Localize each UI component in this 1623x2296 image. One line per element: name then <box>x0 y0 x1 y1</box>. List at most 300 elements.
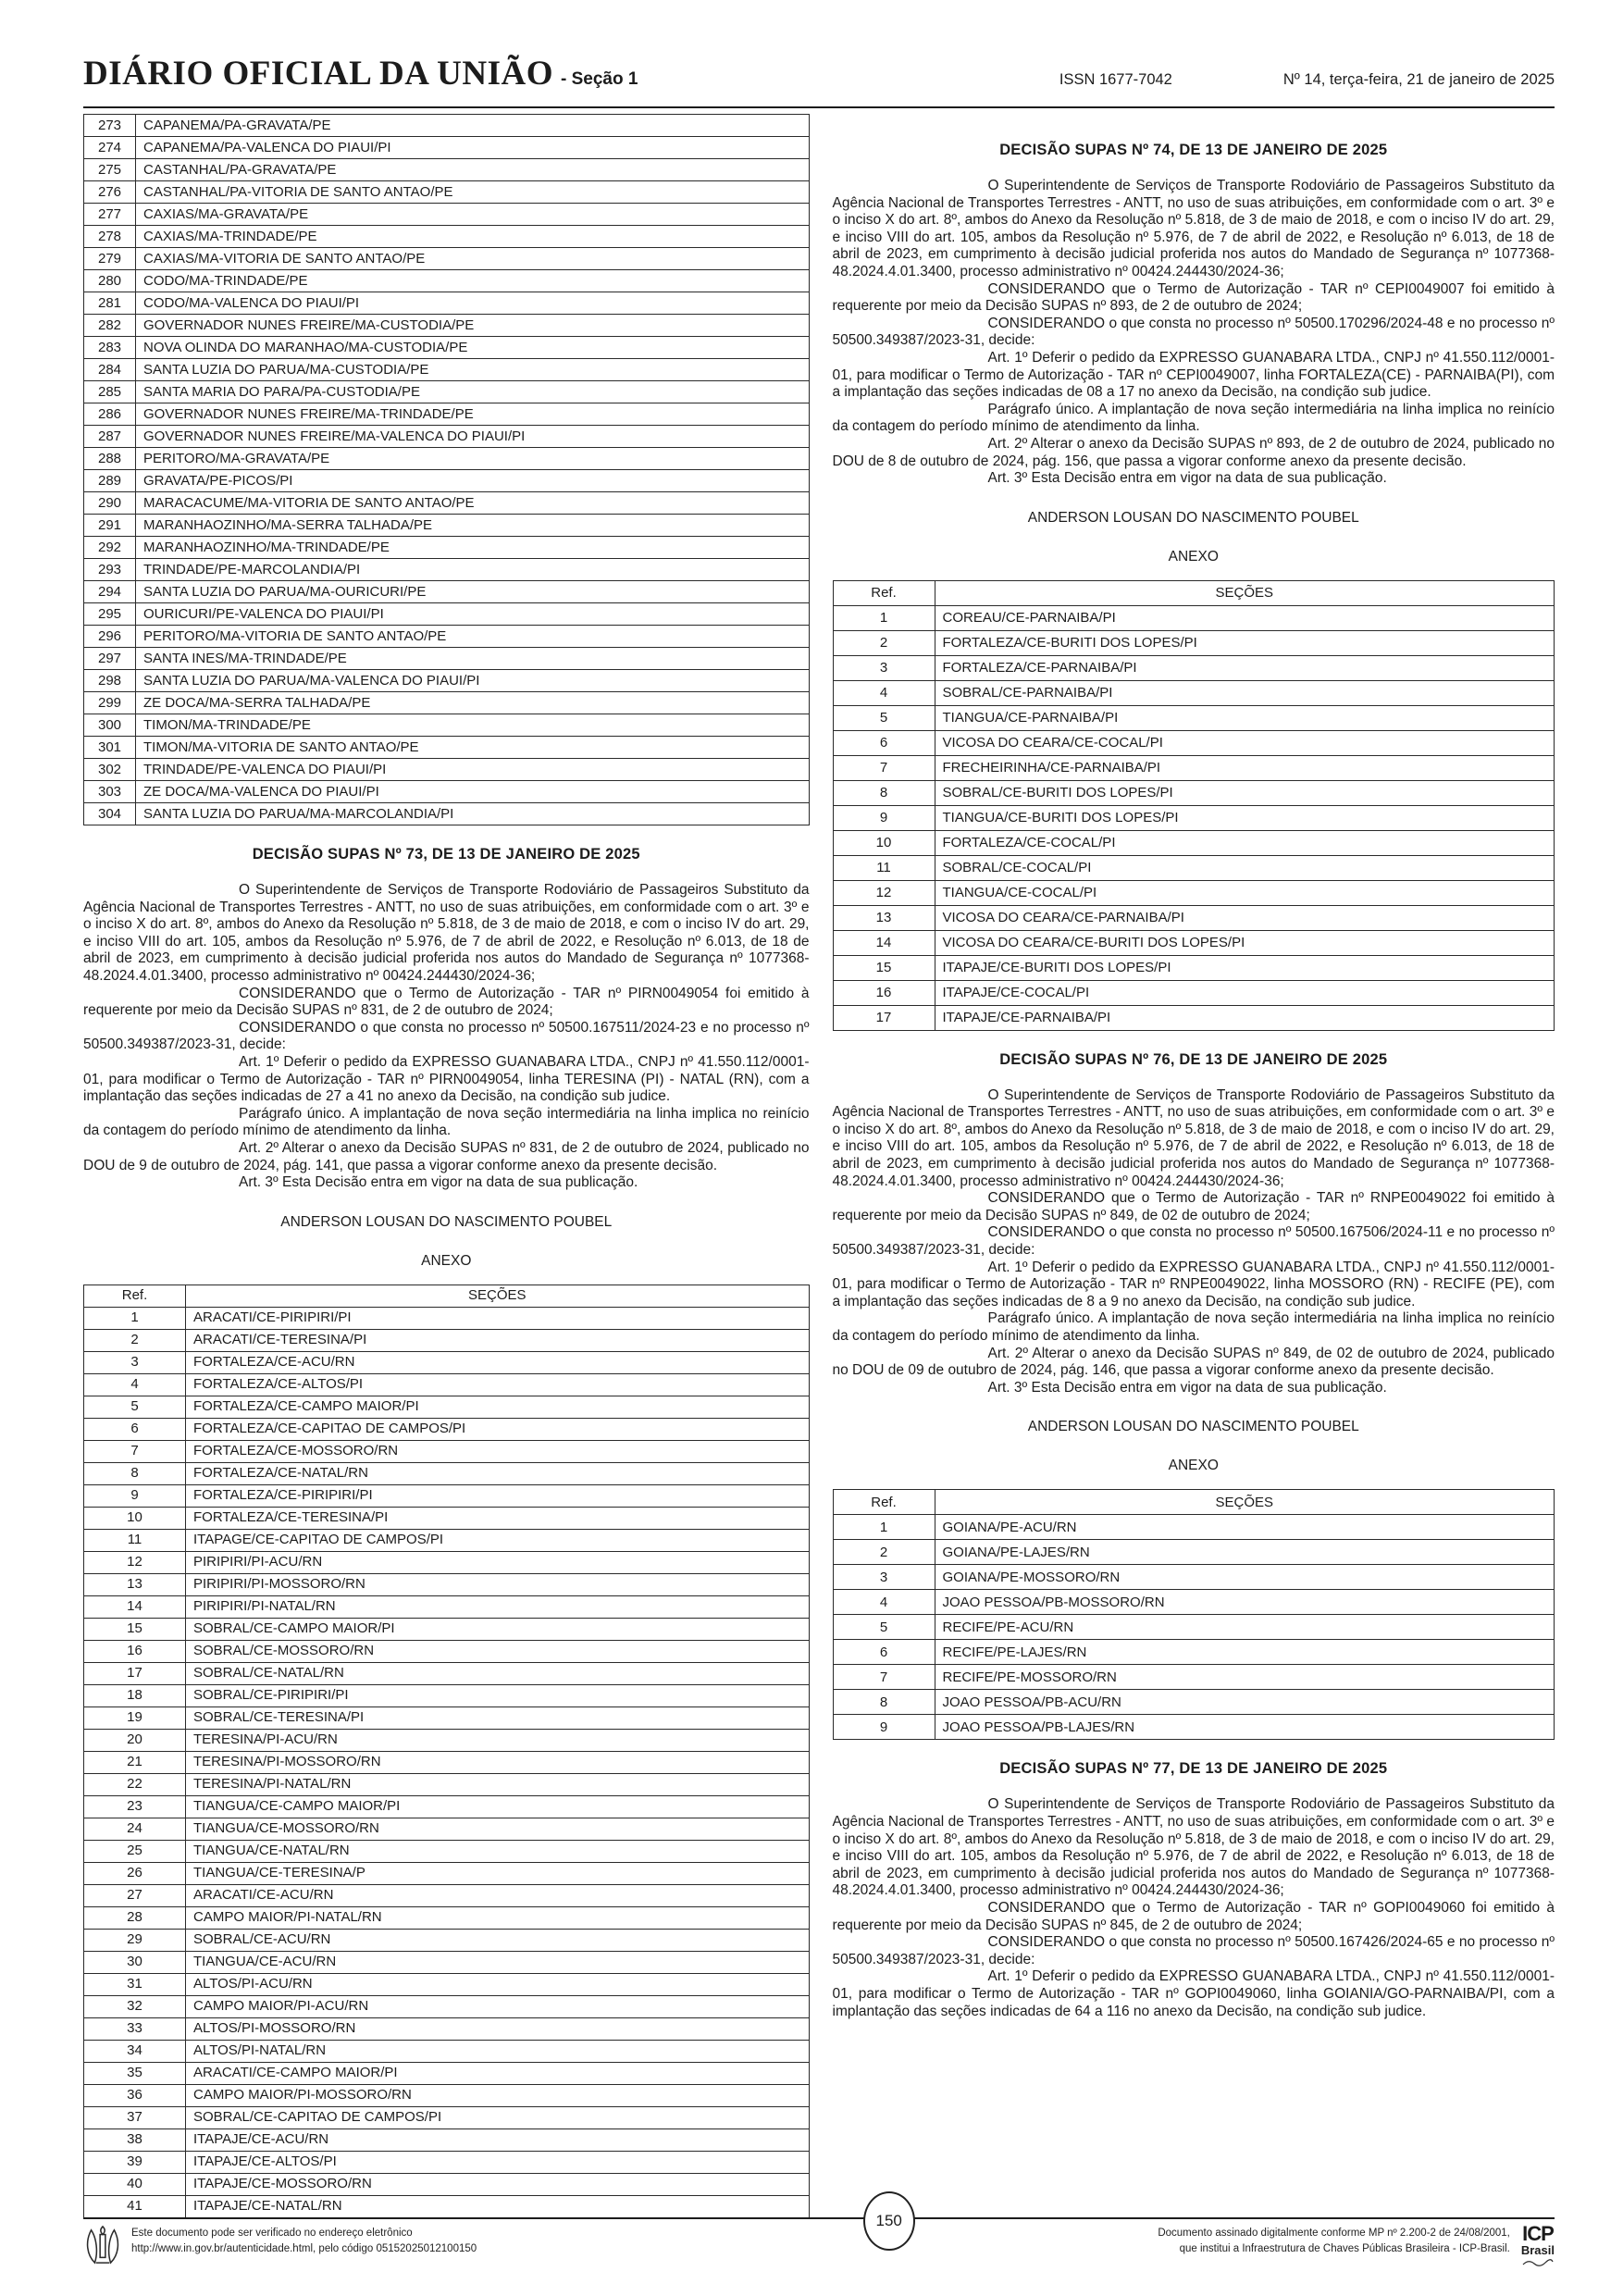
masthead-title: DIÁRIO OFICIAL DA UNIÃO <box>83 55 553 93</box>
section-cell: SOBRAL/CE-PIRIPIRI/PI <box>186 1684 810 1706</box>
section-cell: ALTOS/PI-NATAL/RN <box>186 2040 810 2062</box>
section-cell: RECIFE/PE-MOSSORO/RN <box>935 1665 1555 1690</box>
ref-cell: 6 <box>84 1418 186 1440</box>
paragraph: O Superintendente de Serviços de Transporte Rodoviário de Passageiros Substituto da Agência Nacional de Transportes Terrestres - ANTT, no uso de suas atribuições, em conformidade com o art. 3º e o inciso X do art. 8º, ambos do Anexo da Resolução nº 5.818, de 3 de maio de 2018, e com o inciso IV do art. 29, e inciso VIII do art. 105, ambos da Resolução nº 5.976, de 7 de abril de 2022, e Resolução nº 6.013, de 18 de abril de 2023, em cumprimento à decisão judicial proferida nos autos do Mandado de Segurança nº 1077368-48.2024.4.01.3400, processo administrativo nº 00424.244430/2024-36; <box>832 178 1555 279</box>
paragraph: Art. 1º Deferir o pedido da EXPRESSO GUANABARA LTDA., CNPJ nº 41.550.112/0001-01, para modificar o Termo de Autorização - TAR nº PIRN0049054, linha TERESINA (PI) - NATAL (RN), com a implantação das seções indicadas de 27 a 41 no anexo da Decisão, na condição sub judice. <box>83 1053 810 1105</box>
ref-cell: 39 <box>84 2151 186 2173</box>
ref-cell: 11 <box>833 855 935 880</box>
ref-cell: 4 <box>833 1590 935 1615</box>
table-row <box>84 159 810 181</box>
ref-cell: 278 <box>84 226 136 248</box>
section-cell: TIANGUA/CE-COCAL/PI <box>935 880 1555 905</box>
section-cell: CAXIAS/MA-GRAVATA/PE <box>136 204 810 226</box>
ref-cell: 297 <box>84 648 136 670</box>
section-cell: FRECHEIRINHA/CE-PARNAIBA/PI <box>935 755 1555 780</box>
section-cell: TERESINA/PI-ACU/RN <box>186 1729 810 1751</box>
ref-cell: 5 <box>833 705 935 730</box>
section-cell: FORTALEZA/CE-COCAL/PI <box>935 830 1555 855</box>
ref-cell: 17 <box>84 1662 186 1684</box>
section-cell: SOBRAL/CE-MOSSORO/RN <box>186 1640 810 1662</box>
paragraph: Art. 2º Alterar o anexo da Decisão SUPAS nº 831, de 2 de outubro de 2024, publicado no DOU de 9 de outubro de 2024, pág. 141, que passa a vigorar conforme anexo da presente decisão. <box>83 1139 810 1173</box>
table-row <box>84 1662 810 1684</box>
masthead-section-label: - Seção 1 <box>560 69 638 89</box>
page-number-badge <box>863 2191 915 2251</box>
table-row <box>833 955 1555 980</box>
ref-cell: 277 <box>84 204 136 226</box>
table-row <box>84 670 810 692</box>
ref-cell: 18 <box>84 1684 186 1706</box>
table-row <box>84 226 810 248</box>
table-row <box>84 1418 810 1440</box>
table-row <box>84 581 810 603</box>
section-cell: ARACATI/CE-PIRIPIRI/PI <box>186 1307 810 1329</box>
table-row <box>833 930 1555 955</box>
anexo-label: ANEXO <box>1168 548 1219 565</box>
section-cell: CAXIAS/MA-VITORIA DE SANTO ANTAO/PE <box>136 248 810 270</box>
section-cell: CAMPO MAIOR/PI-NATAL/RN <box>186 1906 810 1929</box>
ref-cell: 23 <box>84 1795 186 1818</box>
table-row <box>84 403 810 426</box>
ref-cell: 300 <box>84 714 136 737</box>
ref-cell: 5 <box>84 1396 186 1418</box>
section-cell: ITAPAGE/CE-CAPITAO DE CAMPOS/PI <box>186 1529 810 1551</box>
table-row <box>84 2017 810 2040</box>
section-cell: CAPANEMA/PA-GRAVATA/PE <box>136 115 810 137</box>
table-row <box>84 470 810 492</box>
ref-cell: 10 <box>84 1507 186 1529</box>
secoes-column-header: SEÇÕES <box>186 1285 810 1307</box>
table-row <box>833 605 1555 630</box>
ref-cell: 15 <box>833 955 935 980</box>
section-cell: SANTA LUZIA DO PARUA/MA-MARCOLANDIA/PI <box>136 803 810 825</box>
section-cell: ITAPAJE/CE-NATAL/RN <box>186 2195 810 2217</box>
section-cell: GOVERNADOR NUNES FREIRE/MA-CUSTODIA/PE <box>136 315 810 337</box>
section-cell: SANTA INES/MA-TRINDADE/PE <box>136 648 810 670</box>
table-row <box>84 1373 810 1396</box>
section-cell: SOBRAL/CE-PARNAIBA/PI <box>935 680 1555 705</box>
section-cell: OURICURI/PE-VALENCA DO PIAUI/PI <box>136 603 810 626</box>
signer-name: ANDERSON LOUSAN DO NASCIMENTO POUBEL <box>280 1213 613 1230</box>
paragraph: Parágrafo único. A implantação de nova seção intermediária na linha implica no reinício da contagem do período mínimo de atendimento da linha. <box>83 1105 810 1139</box>
section-cell: ZE DOCA/MA-VALENCA DO PIAUI/PI <box>136 781 810 803</box>
decision-76-anexo-table <box>833 1489 1555 1740</box>
paragraph: O Superintendente de Serviços de Transporte Rodoviário de Passageiros Substituto da Agência Nacional de Transportes Terrestres - ANTT, no uso de suas atribuições, em conformidade com o art. 3º e o inciso X do art. 8º, ambos do Anexo da Resolução nº 5.818, de 3 de maio de 2018, e com o inciso IV do art. 29, e inciso VIII do art. 105, ambos da Resolução nº 5.976, de 7 de abril de 2022, e Resolução nº 6.013, de 18 de abril de 2023, em cumprimento à decisão judicial proferida nos autos do Mandado de Segurança nº 1077368-48.2024.4.01.3400, processo administrativo nº 00424.244430/2024-36; <box>832 1086 1555 1189</box>
ref-cell: 13 <box>84 1573 186 1595</box>
section-cell: SOBRAL/CE-COCAL/PI <box>935 855 1555 880</box>
table-row <box>833 655 1555 680</box>
table-header-row <box>84 1285 810 1307</box>
ref-cell: 17 <box>833 1005 935 1030</box>
paragraph: Art. 1º Deferir o pedido da EXPRESSO GUANABARA LTDA., CNPJ nº 41.550.112/0001-01, para modificar o Termo de Autorização - TAR nº CEPI0049007, linha FORTALEZA(CE) - PARNAIBA(PI), com a implantação das seções indicadas de 08 a 17 no anexo da Decisão, na condição sub judice. <box>832 349 1555 401</box>
ref-cell: 8 <box>833 780 935 805</box>
ref-cell: 302 <box>84 759 136 781</box>
table-row <box>833 1640 1555 1665</box>
section-cell: ARACATI/CE-ACU/RN <box>186 1884 810 1906</box>
section-cell: TIANGUA/CE-CAMPO MAIOR/PI <box>186 1795 810 1818</box>
ref-cell: 20 <box>84 1729 186 1751</box>
section-cell: TERESINA/PI-NATAL/RN <box>186 1773 810 1795</box>
ref-cell: 288 <box>84 448 136 470</box>
ref-cell: 8 <box>833 1690 935 1715</box>
ref-cell: 8 <box>84 1462 186 1484</box>
table-row <box>84 1529 810 1551</box>
ref-cell: 7 <box>84 1440 186 1462</box>
section-cell: VICOSA DO CEARA/CE-PARNAIBA/PI <box>935 905 1555 930</box>
table-row <box>84 115 810 137</box>
ref-cell: 298 <box>84 670 136 692</box>
edition-date: Nº 14, terça-feira, 21 de janeiro de 2025 <box>1282 71 1555 88</box>
ref-cell: 292 <box>84 537 136 559</box>
paragraph: Parágrafo único. A implantação de nova seção intermediária na linha implica no reinício da contagem do período mínimo de atendimento da linha. <box>832 401 1555 435</box>
ref-cell: 3 <box>833 655 935 680</box>
verification-url: http://www.in.gov.br/autenticidade.html, pelo código 05152025012100150 <box>131 2242 477 2254</box>
table-row <box>84 2128 810 2151</box>
table-row <box>84 781 810 803</box>
table-row <box>84 1440 810 1462</box>
right-column <box>833 114 1555 2218</box>
ref-cell: 33 <box>84 2017 186 2040</box>
table-row <box>84 1929 810 1951</box>
paragraph: Parágrafo único. A implantação de nova seção intermediária na linha implica no reinício da contagem do período mínimo de atendimento da linha. <box>832 1310 1555 1344</box>
ref-cell: 7 <box>833 1665 935 1690</box>
ref-cell: 304 <box>84 803 136 825</box>
table-row <box>833 1690 1555 1715</box>
section-cell: ZE DOCA/MA-SERRA TALHADA/PE <box>136 692 810 714</box>
table-row <box>84 1884 810 1906</box>
section-cell: MARACACUME/MA-VITORIA DE SANTO ANTAO/PE <box>136 492 810 515</box>
table-row <box>84 1951 810 1973</box>
table-row <box>84 137 810 159</box>
paragraph: CONSIDERANDO o que consta no processo nº 50500.170296/2024-48 e no processo nº 50500.349387/2023-31, decide: <box>832 315 1555 349</box>
table-row <box>84 181 810 204</box>
section-cell: JOAO PESSOA/PB-ACU/RN <box>935 1690 1555 1715</box>
table-row <box>84 559 810 581</box>
section-cell: FORTALEZA/CE-BURITI DOS LOPES/PI <box>935 630 1555 655</box>
table-row <box>84 603 810 626</box>
ref-cell: 1 <box>833 1515 935 1540</box>
ref-cell: 12 <box>84 1551 186 1573</box>
ref-column-header: Ref. <box>84 1285 186 1307</box>
table-row <box>84 1995 810 2017</box>
ref-cell: 38 <box>84 2128 186 2151</box>
verification-text: Este documento pode ser verificado no endereço eletrônico <box>131 2228 413 2239</box>
section-cell: CODO/MA-VALENCA DO PIAUI/PI <box>136 292 810 315</box>
secoes-column-header: SEÇÕES <box>935 1490 1555 1515</box>
ref-cell: 4 <box>84 1373 186 1396</box>
table-row <box>84 2106 810 2128</box>
paragraph: Art. 1º Deferir o pedido da EXPRESSO GUANABARA LTDA., CNPJ nº 41.550.112/0001-01, para modificar o Termo de Autorização - TAR nº GOPI0049060, linha GOIANIA/GO-PARNAIBA/PI, com a implantação das seções indicadas de 64 a 116 no anexo da Decisão, na condição sub judice. <box>832 1968 1555 2019</box>
ref-cell: 32 <box>84 1995 186 2017</box>
table-row <box>833 1615 1555 1640</box>
section-cell: MARANHAOZINHO/MA-TRINDADE/PE <box>136 537 810 559</box>
table-row <box>84 2173 810 2195</box>
table-row <box>84 1862 810 1884</box>
decision-73-title: DECISÃO SUPAS Nº 73, DE 13 DE JANEIRO DE 2025 <box>252 846 640 863</box>
section-cell: PIRIPIRI/PI-NATAL/RN <box>186 1595 810 1618</box>
ref-cell: 14 <box>84 1595 186 1618</box>
table-row <box>833 1715 1555 1740</box>
ref-cell: 294 <box>84 581 136 603</box>
decision-74-title: DECISÃO SUPAS Nº 74, DE 13 DE JANEIRO DE 2025 <box>999 142 1388 158</box>
paragraph: Art. 3º Esta Decisão entra em vigor na data de sua publicação. <box>987 470 1387 487</box>
table-row <box>84 1840 810 1862</box>
table-row <box>833 1590 1555 1615</box>
section-cell: CASTANHAL/PA-GRAVATA/PE <box>136 159 810 181</box>
table-row <box>84 1795 810 1818</box>
ref-cell: 301 <box>84 737 136 759</box>
table-row <box>84 1396 810 1418</box>
table-row <box>84 1329 810 1351</box>
ref-cell: 276 <box>84 181 136 204</box>
ref-cell: 21 <box>84 1751 186 1773</box>
table-row <box>833 1565 1555 1590</box>
paragraph: CONSIDERANDO o que consta no processo nº 50500.167506/2024-11 e no processo nº 50500.349387/2023-31, decide: <box>832 1224 1555 1259</box>
ref-cell: 11 <box>84 1529 186 1551</box>
table-row <box>84 2195 810 2217</box>
section-cell: GRAVATA/PE-PICOS/PI <box>136 470 810 492</box>
signature-text-line1: Documento assinado digitalmente conforme MP nº 2.200-2 de 24/08/2001, <box>1158 2228 1510 2239</box>
paragraph: Art. 1º Deferir o pedido da EXPRESSO GUANABARA LTDA., CNPJ nº 41.550.112/0001-01, para modificar o Termo de Autorização - TAR nº RNPE0049022, linha MOSSORO (RN) - RECIFE (PE), com a implantação das seções indicadas de 8 a 9 no anexo da Decisão, na condição sub judice. <box>832 1259 1555 1309</box>
ref-cell: 2 <box>833 630 935 655</box>
section-cell: GOVERNADOR NUNES FREIRE/MA-VALENCA DO PIAUI/PI <box>136 426 810 448</box>
section-cell: PIRIPIRI/PI-MOSSORO/RN <box>186 1573 810 1595</box>
table-row <box>833 805 1555 830</box>
ref-cell: 287 <box>84 426 136 448</box>
section-cell: RECIFE/PE-ACU/RN <box>935 1615 1555 1640</box>
table-row <box>84 381 810 403</box>
section-cell: GOIANA/PE-MOSSORO/RN <box>935 1565 1555 1590</box>
paragraph: Art. 2º Alterar o anexo da Decisão SUPAS nº 893, de 2 de outubro de 2024, publicado no DOU de 8 de outubro de 2024, pág. 156, que passa a vigorar conforme anexo da presente decisão. <box>832 435 1555 469</box>
ref-cell: 9 <box>833 1715 935 1740</box>
ref-cell: 26 <box>84 1862 186 1884</box>
ref-cell: 29 <box>84 1929 186 1951</box>
table-row <box>833 1665 1555 1690</box>
content-columns <box>83 114 1555 2218</box>
table-row <box>833 1540 1555 1565</box>
ref-cell: 4 <box>833 680 935 705</box>
paragraph: CONSIDERANDO que o Termo de Autorização - TAR nº RNPE0049022 foi emitido à requerente por meio da Decisão SUPAS nº 849, de 02 de outubro de 2024; <box>832 1190 1555 1223</box>
ref-cell: 284 <box>84 359 136 381</box>
decision-77-title: DECISÃO SUPAS Nº 77, DE 13 DE JANEIRO DE 2025 <box>999 1760 1388 1778</box>
section-cell: FORTALEZA/CE-MOSSORO/RN <box>186 1440 810 1462</box>
section-cell: CAPANEMA/PA-VALENCA DO PIAUI/PI <box>136 137 810 159</box>
ref-cell: 40 <box>84 2173 186 2195</box>
table-row <box>84 1351 810 1373</box>
ref-cell: 285 <box>84 381 136 403</box>
section-cell: ITAPAJE/CE-ALTOS/PI <box>186 2151 810 2173</box>
table-row <box>84 648 810 670</box>
ref-cell: 5 <box>833 1615 935 1640</box>
paragraph: CONSIDERANDO o que consta no processo nº 50500.167511/2024-23 e no processo nº 50500.349387/2023-31, decide: <box>83 1019 810 1053</box>
table-row <box>833 905 1555 930</box>
table-row <box>84 1906 810 1929</box>
table-row <box>84 737 810 759</box>
ref-cell: 25 <box>84 1840 186 1862</box>
page-number: 150 <box>875 2212 902 2229</box>
section-cell: SOBRAL/CE-CAMPO MAIOR/PI <box>186 1618 810 1640</box>
section-cell: SANTA LUZIA DO PARUA/MA-CUSTODIA/PE <box>136 359 810 381</box>
decision-76-title: DECISÃO SUPAS Nº 76, DE 13 DE JANEIRO DE 2025 <box>999 1050 1388 1068</box>
signature-text-line2: que institui a Infraestrutura de Chaves Públicas Brasileira - ICP-Brasil. <box>1179 2242 1510 2254</box>
anexo-label: ANEXO <box>1168 1458 1219 1474</box>
section-cell: PIRIPIRI/PI-ACU/RN <box>186 1551 810 1573</box>
section-cell: TIANGUA/CE-NATAL/RN <box>186 1840 810 1862</box>
ref-cell: 15 <box>84 1618 186 1640</box>
paragraph: Art. 3º Esta Decisão entra em vigor na data de sua publicação. <box>987 1379 1387 1396</box>
paragraph: O Superintendente de Serviços de Transporte Rodoviário de Passageiros Substituto da Agência Nacional de Transportes Terrestres - ANTT, no uso de suas atribuições, em conformidade com o art. 3º e o inciso X do art. 8º, ambos do Anexo da Resolução nº 5.818, de 3 de maio de 2018, e com o inciso IV do art. 29, e inciso VIII do art. 105, ambos da Resolução nº 5.976, de 7 de abril de 2022, e Resolução nº 6.013, de 18 de abril de 2023, em cumprimento à decisão judicial proferida nos autos do Mandado de Segurança nº 1077368-48.2024.4.01.3400, processo administrativo nº 00424.244430/2024-36; <box>83 882 810 984</box>
table-row <box>833 830 1555 855</box>
section-cell: SOBRAL/CE-BURITI DOS LOPES/PI <box>935 780 1555 805</box>
section-cell: CAXIAS/MA-TRINDADE/PE <box>136 226 810 248</box>
table-row <box>84 492 810 515</box>
section-cell: RECIFE/PE-LAJES/RN <box>935 1640 1555 1665</box>
section-cell: ITAPAJE/CE-COCAL/PI <box>935 980 1555 1005</box>
footer-signature <box>1158 2222 1555 2271</box>
table-row <box>833 680 1555 705</box>
ref-cell: 273 <box>84 115 136 137</box>
section-cell: CODO/MA-TRINDADE/PE <box>136 270 810 292</box>
table-row <box>833 630 1555 655</box>
ref-cell: 6 <box>833 1640 935 1665</box>
section-cell: SOBRAL/CE-NATAL/RN <box>186 1662 810 1684</box>
ref-cell: 290 <box>84 492 136 515</box>
section-cell: FORTALEZA/CE-PIRIPIRI/PI <box>186 1484 810 1507</box>
table-row <box>84 1706 810 1729</box>
ref-cell: 24 <box>84 1818 186 1840</box>
table-row <box>833 755 1555 780</box>
ref-cell: 37 <box>84 2106 186 2128</box>
secoes-column-header: SEÇÕES <box>935 580 1555 605</box>
table-row <box>84 1773 810 1795</box>
table-row <box>84 2084 810 2106</box>
ref-cell: 286 <box>84 403 136 426</box>
table-row <box>84 448 810 470</box>
ref-cell: 12 <box>833 880 935 905</box>
paragraph: CONSIDERANDO o que consta no processo nº 50500.167426/2024-65 e no processo nº 50500.349387/2023-31, decide: <box>832 1934 1555 1967</box>
section-cell: ALTOS/PI-ACU/RN <box>186 1973 810 1995</box>
masthead-right <box>1059 71 1555 89</box>
footer-verification <box>83 2226 477 2271</box>
ref-cell: 9 <box>84 1484 186 1507</box>
brasil-emblem-icon <box>83 2224 122 2271</box>
section-cell: CAMPO MAIOR/PI-MOSSORO/RN <box>186 2084 810 2106</box>
section-cell: COREAU/CE-PARNAIBA/PI <box>935 605 1555 630</box>
section-cell: JOAO PESSOA/PB-MOSSORO/RN <box>935 1590 1555 1615</box>
ref-cell: 10 <box>833 830 935 855</box>
ref-cell: 295 <box>84 603 136 626</box>
ref-cell: 34 <box>84 2040 186 2062</box>
ref-cell: 281 <box>84 292 136 315</box>
section-cell: TIMON/MA-TRINDADE/PE <box>136 714 810 737</box>
ref-cell: 30 <box>84 1951 186 1973</box>
ref-cell: 6 <box>833 730 935 755</box>
section-cell: FORTALEZA/CE-PARNAIBA/PI <box>935 655 1555 680</box>
table-row <box>833 705 1555 730</box>
section-cell: FORTALEZA/CE-NATAL/RN <box>186 1462 810 1484</box>
anexo-label: ANEXO <box>421 1252 472 1269</box>
section-cell: ALTOS/PI-MOSSORO/RN <box>186 2017 810 2040</box>
section-cell: VICOSA DO CEARA/CE-COCAL/PI <box>935 730 1555 755</box>
section-cell: ARACATI/CE-TERESINA/PI <box>186 1329 810 1351</box>
table-row <box>84 1507 810 1529</box>
section-cell: PERITORO/MA-VITORIA DE SANTO ANTAO/PE <box>136 626 810 648</box>
table-row <box>84 759 810 781</box>
ref-cell: 36 <box>84 2084 186 2106</box>
decision-74-anexo-table <box>833 580 1555 1031</box>
table-row <box>84 515 810 537</box>
page-footer <box>83 2212 1555 2271</box>
table-row <box>84 1484 810 1507</box>
section-cell: ITAPAJE/CE-PARNAIBA/PI <box>935 1005 1555 1030</box>
table-row <box>84 2040 810 2062</box>
section-cell: TERESINA/PI-MOSSORO/RN <box>186 1751 810 1773</box>
section-cell: GOIANA/PE-ACU/RN <box>935 1515 1555 1540</box>
table-row <box>84 1595 810 1618</box>
section-cell: TIANGUA/CE-ACU/RN <box>186 1951 810 1973</box>
table-row <box>84 1684 810 1706</box>
ref-cell: 289 <box>84 470 136 492</box>
section-cell: FORTALEZA/CE-CAPITAO DE CAMPOS/PI <box>186 1418 810 1440</box>
section-cell: GOIANA/PE-LAJES/RN <box>935 1540 1555 1565</box>
section-cell: ITAPAJE/CE-BURITI DOS LOPES/PI <box>935 955 1555 980</box>
table-row <box>833 855 1555 880</box>
section-cell: TIANGUA/CE-BURITI DOS LOPES/PI <box>935 805 1555 830</box>
section-cell: TIANGUA/CE-MOSSORO/RN <box>186 1818 810 1840</box>
left-column <box>83 114 810 2218</box>
table-row <box>84 537 810 559</box>
ref-cell: 14 <box>833 930 935 955</box>
section-cell: FORTALEZA/CE-ALTOS/PI <box>186 1373 810 1396</box>
table-row <box>84 1729 810 1751</box>
ref-cell: 279 <box>84 248 136 270</box>
table-row <box>833 1005 1555 1030</box>
table-header-row <box>833 580 1555 605</box>
ref-cell: 19 <box>84 1706 186 1729</box>
table-row <box>84 1462 810 1484</box>
ref-cell: 3 <box>84 1351 186 1373</box>
ref-cell: 2 <box>84 1329 186 1351</box>
section-cell: TRINDADE/PE-MARCOLANDIA/PI <box>136 559 810 581</box>
ref-cell: 1 <box>84 1307 186 1329</box>
ref-cell: 28 <box>84 1906 186 1929</box>
table-row <box>84 626 810 648</box>
table-row <box>84 692 810 714</box>
section-cell: VICOSA DO CEARA/CE-BURITI DOS LOPES/PI <box>935 930 1555 955</box>
paragraph: CONSIDERANDO que o Termo de Autorização - TAR nº PIRN0049054 foi emitido à requerente por meio da Decisão SUPAS nº 831, de 2 de outubro de 2024; <box>83 985 810 1019</box>
ref-cell: 22 <box>84 1773 186 1795</box>
icp-signature-mark <box>1521 2258 1555 2267</box>
route-sections-table <box>83 114 810 825</box>
table-row <box>84 1618 810 1640</box>
ref-cell: 280 <box>84 270 136 292</box>
paragraph: Art. 2º Alterar o anexo da Decisão SUPAS nº 849, de 02 de outubro de 2024, publicado no DOU de 09 de outubro de 2024, pág. 146, que passa a vigorar conforme anexo da presente decisão. <box>832 1345 1555 1379</box>
table-row <box>84 803 810 825</box>
decision-73-anexo-table <box>83 1285 810 2218</box>
section-cell: TRINDADE/PE-VALENCA DO PIAUI/PI <box>136 759 810 781</box>
table-row <box>833 1515 1555 1540</box>
paragraph: O Superintendente de Serviços de Transporte Rodoviário de Passageiros Substituto da Agência Nacional de Transportes Terrestres - ANTT, no uso de suas atribuições, em conformidade com o art. 3º e o inciso X do art. 8º, ambos do Anexo da Resolução nº 5.818, de 3 de maio de 2018, e com o inciso IV do art. 29, e inciso VIII do art. 105, ambos da Resolução nº 5.976, de 7 de abril de 2022, e Resolução nº 6.013, de 18 de abril de 2023, em cumprimento à decisão judicial proferida nos autos do Mandado de Segurança nº 1077368-48.2024.4.01.3400, processo administrativo nº 00424.244430/2024-36; <box>832 1796 1555 1899</box>
table-row <box>833 880 1555 905</box>
table-row <box>84 2151 810 2173</box>
signer-name: ANDERSON LOUSAN DO NASCIMENTO POUBEL <box>1027 1419 1359 1435</box>
ref-cell: 7 <box>833 755 935 780</box>
table-row <box>84 315 810 337</box>
section-cell: MARANHAOZINHO/MA-SERRA TALHADA/PE <box>136 515 810 537</box>
ref-cell: 41 <box>84 2195 186 2217</box>
table-row <box>84 2062 810 2084</box>
section-cell: ITAPAJE/CE-MOSSORO/RN <box>186 2173 810 2195</box>
paragraph: Art. 3º Esta Decisão entra em vigor na data de sua publicação. <box>239 1174 638 1191</box>
